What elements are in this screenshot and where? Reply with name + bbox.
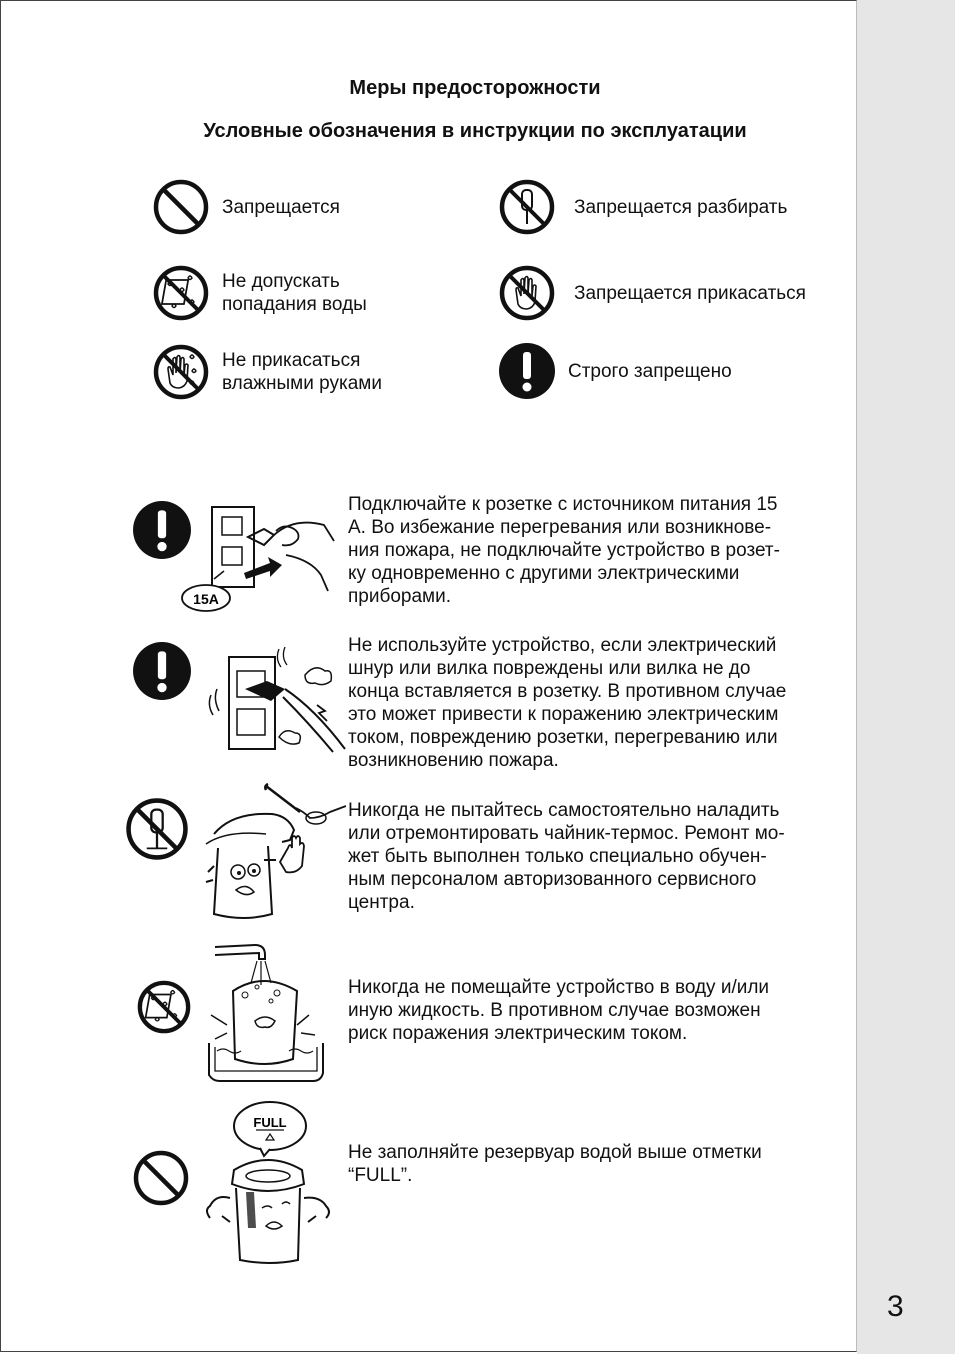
legend-item-no-touch	[498, 264, 806, 322]
no-water-icon	[152, 264, 210, 322]
mandatory-icon	[498, 342, 556, 400]
legend-label: Строго запрещено	[568, 360, 732, 382]
legend-item-no-water	[152, 264, 367, 322]
legend-item-no-disassemble	[498, 178, 787, 236]
full-mark-badge: FULL	[253, 1115, 287, 1130]
page-title: Меры предосторожности	[349, 77, 601, 99]
page-subtitle: Условные обозначения в инструкции по эксплуатации	[203, 120, 747, 142]
legend-label: Не прикасаться влажными руками	[222, 350, 382, 394]
prohibited-icon	[152, 178, 210, 236]
no-water-icon	[136, 979, 192, 1035]
warning-text: Подключайте к розетке с источником питания 15 А. Во избежание перегревания или возникнове- ния пожара, не подключайте устройство в розет- ку одновременно с другими электрическими приборами.	[348, 494, 780, 607]
no-disassemble-icon	[124, 796, 190, 862]
water-immersion-illustration	[205, 935, 330, 1090]
legend-label: Не допускать попадания воды	[222, 271, 367, 315]
page-margin-strip	[857, 0, 955, 1354]
legend-item-no-wet-hands	[152, 343, 382, 401]
legend-label: Запрещается	[222, 196, 340, 218]
page-number: 3	[887, 1290, 904, 1323]
warning-icon-no-water	[136, 979, 192, 1040]
amperage-badge: 15A	[193, 591, 219, 607]
warning-text: Никогда не пытайтесь самостоятельно наладить или отремонтировать чайник-термос. Ремонт мо- жет быть выполнен только специально обучен- ным персоналом авторизованного сервисного центра.	[348, 800, 785, 913]
warning-text: Никогда не помещайте устройство в воду и/или иную жидкость. В противном случае возможен риск поражения электрическим током.	[348, 977, 770, 1044]
warning-icon-mandatory	[132, 641, 192, 706]
repair-illustration	[196, 782, 346, 927]
warning-icon-no-disassemble	[124, 796, 190, 867]
warning-text: Не используйте устройство, если электрический шнур или вилка повреждены или вилка не до конца вставляется в розетку. В противном случае это может привести к поражению электрическим током, повреждению розетки, перегреванию или возникновению пожара.	[348, 635, 787, 771]
outlet-plug-illustration	[178, 495, 338, 620]
warning-text: Не заполняйте резервуар водой выше отметки “FULL”.	[348, 1142, 762, 1186]
damaged-cord-illustration	[205, 645, 350, 765]
legend-label: Запрещается разбирать	[574, 196, 788, 218]
overfill-illustration	[200, 1098, 340, 1271]
legend-item-prohibited	[152, 178, 340, 236]
legend-label: Запрещается прикасаться	[574, 282, 806, 304]
no-disassemble-icon	[498, 178, 556, 236]
legend-item-mandatory	[498, 342, 732, 400]
mandatory-icon	[132, 641, 192, 701]
no-touch-icon	[498, 264, 556, 322]
warning-icon-prohibited	[132, 1149, 190, 1212]
prohibited-icon	[132, 1149, 190, 1207]
no-wet-hands-icon	[152, 343, 210, 401]
